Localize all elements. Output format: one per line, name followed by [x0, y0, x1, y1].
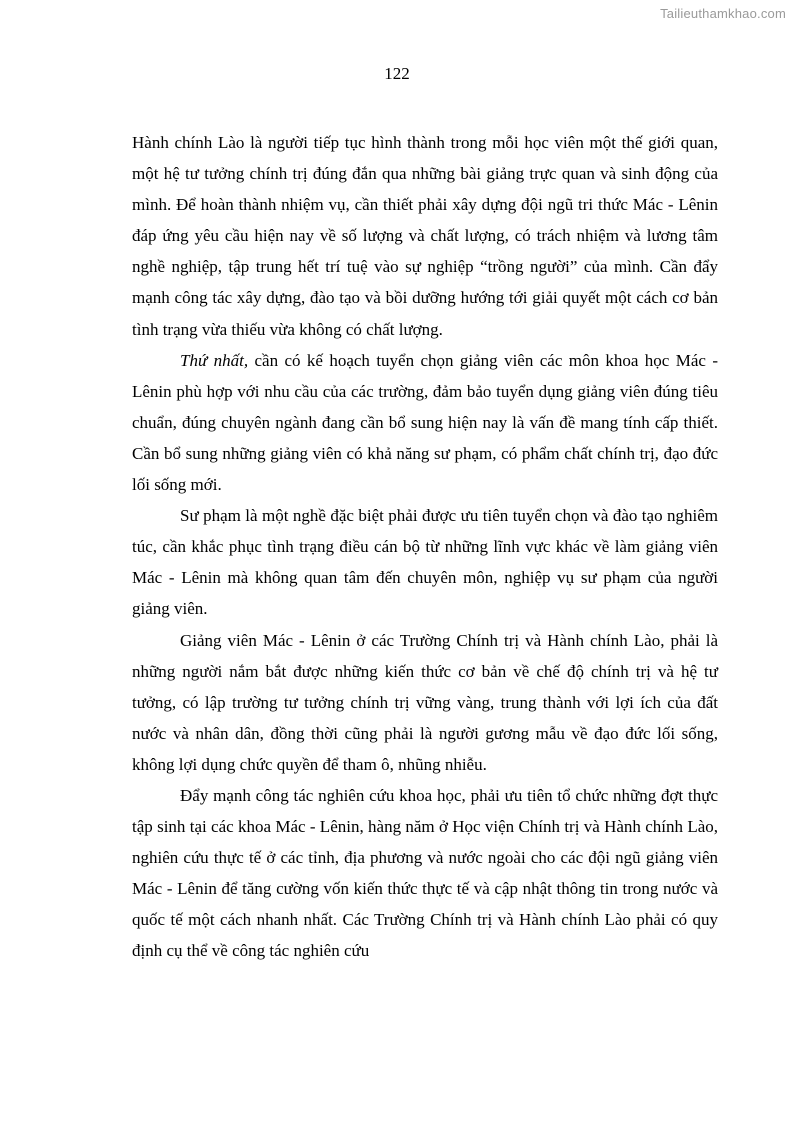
paragraph-5: Đẩy mạnh công tác nghiên cứu khoa học, phải ưu tiên tổ chức những đợt thực tập sinh tại các khoa Mác - Lênin, hàng năm ở Học viện Chính trị và Hành chính Lào, nghiên cứu thực tế ở các tỉnh, địa phương và nước ngoài cho các đội ngũ giảng viên Mác - Lênin để tăng cường vốn kiến thức thực tế và cập nhật thông tin trong nước và quốc tế một cách nhanh nhất. Các Trường Chính trị và Hành chính Lào phải có quy định cụ thể về công tác nghiên cứu — [132, 785, 718, 961]
paragraph-1: Hành chính Lào là người tiếp tục hình thành trong mỗi học viên một thế giới quan, một hệ tư tưởng chính trị đúng đắn qua những bài giảng trực quan và sinh động của mình. Để hoàn thành nhiệm vụ, cần thiết phải xây dựng đội ngũ tri thức Mác - Lênin đáp ứng yêu cầu hiện nay về số lượng và chất lượng, có trách nhiệm và lương tâm nghề nghiệp, tập trung hết trí tuệ vào sự nghiệp “trồng người” của mình. Cần đẩy mạnh công tác xây dựng, đào tạo và bồi dưỡng hướng tới giải quyết một cách cơ bản tình trạng vừa thiếu vừa không có chất lượng. — [132, 133, 718, 339]
page-number: 122 — [384, 64, 410, 83]
paragraph-2-italic-lead: Thứ nhất, — [180, 350, 249, 370]
document-body — [132, 127, 718, 967]
paragraph-2-text: cần có kế hoạch tuyển chọn giảng viên các môn khoa học Mác - Lênin phù hợp với nhu cầu của các trường, đảm bảo tuyển dụng giảng viên đúng tiêu chuẩn, đúng chuyên ngành đang cần bổ sung hiện nay là vấn đề mang tính cấp thiết. Cần bổ sung những giảng viên có khả năng sư phạm, có phẩm chất chính trị, đạo đức lối sống mới. — [132, 350, 718, 495]
paragraph-3: Sư phạm là một nghề đặc biệt phải được ưu tiên tuyển chọn và đào tạo nghiêm túc, cần khắc phục tình trạng điều cán bộ từ những lĩnh vực khác về làm giảng viên Mác - Lênin mà không quan tâm đến chuyên môn, nghiệp vụ sư phạm của người giảng viên. — [132, 506, 718, 619]
paragraph-4: Giảng viên Mác - Lênin ở các Trường Chính trị và Hành chính Lào, phải là những người nắm bắt được những kiến thức cơ bản về chế độ chính trị và hệ tư tưởng, có lập trường tư tưởng chính trị vững vàng, trung thành với lợi ích của đất nước và nhân dân, đồng thời cũng phải là người gương mẫu về đạo đức lối sống, không lợi dụng chức quyền để tham ô, nhũng nhiễu. — [132, 630, 718, 774]
paragraph-2 — [132, 345, 718, 500]
watermark-text: Tailieuthamkhao.com — [660, 6, 786, 21]
